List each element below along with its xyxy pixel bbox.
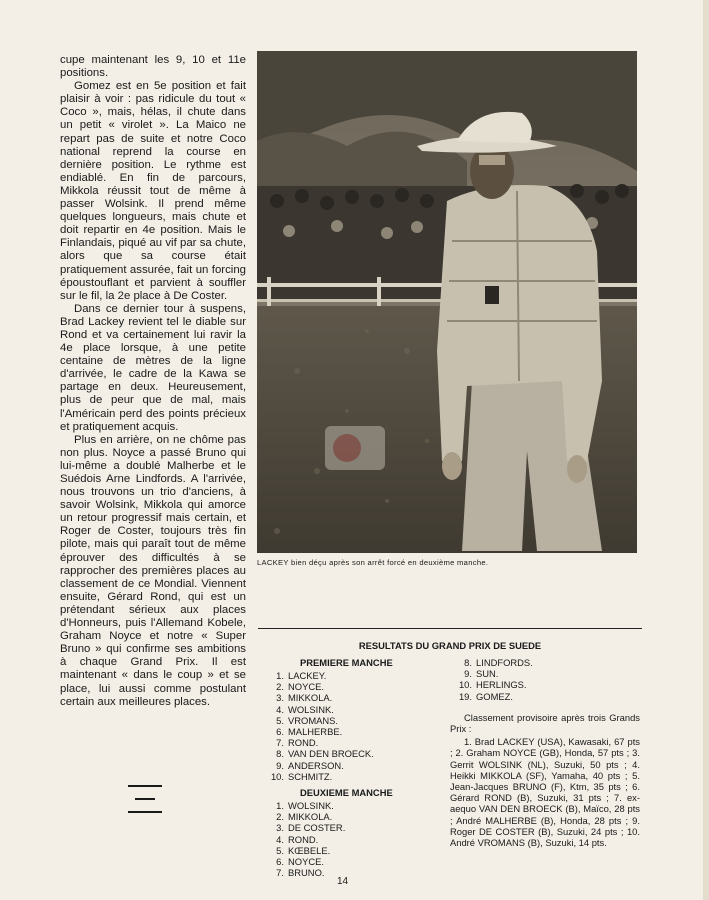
- list-item: 8. LINDFORDS.: [464, 657, 533, 668]
- results-right-column: [450, 657, 640, 848]
- page-number: 14: [337, 876, 349, 887]
- article-paragraph: cupe maintenant les 9, 10 et 11e positions.: [60, 54, 246, 80]
- photo-caption: LACKEY bien déçu après son arrêt forcé en deuxième manche.: [257, 558, 489, 567]
- page-edge: [703, 0, 709, 900]
- list-item: 7. ROND.: [276, 737, 319, 749]
- list-item: 5. KŒBELE.: [276, 844, 331, 856]
- list-item: 9. ANDERSON.: [276, 759, 344, 771]
- list-item: 8. VAN DEN BROECK.: [276, 748, 374, 760]
- manche2-title: DEUXIEME MANCHE: [300, 787, 393, 799]
- manche1-title: PREMIERE MANCHE: [300, 657, 393, 668]
- manche1-list-continued: [450, 657, 640, 702]
- list-item: 4. ROND.: [276, 833, 319, 845]
- rider-photo: [257, 51, 637, 553]
- results-divider: [258, 628, 642, 629]
- list-item: 6. MALHERBE.: [276, 726, 343, 738]
- results-left-column: [262, 657, 442, 878]
- results-title: RESULTATS DU GRAND PRIX DE SUEDE: [358, 640, 542, 651]
- list-item: 2. NOYCE.: [276, 681, 324, 693]
- standings-heading: Classement provisoire après trois Grands Prix :: [450, 711, 640, 735]
- article-column: [60, 54, 246, 709]
- list-item: 10. SCHMITZ.: [270, 770, 333, 782]
- article-paragraph: Plus en arrière, on ne chôme pas non plus. Noyce a passé Bruno qui lui-même a doublé Malherbe et le Suédois Arne Lindfords. A l'arrivée, nous trouvons un trio d'anciens, à savoir Wolsink, Mikkola qui amorce un retour progressif mais certain, et Roger de Coster, toujours très fin pilote, mais qui paraît tout de même éprouver des difficultés à se rapprocher des premières places au classement de ce Mondial. Viennent ensuite, Gérard Rond, qui est un prétendant sérieux aux places d'Honneurs, puis l'Allemand Kobele, Graham Noyce et notre « Super Bruno » qui confirme ses ambitions à chaque Grand Prix. Il est maintenant « dans le coup » et se place, lui aussi comme postulant certain aux meilleures places.: [60, 433, 246, 708]
- manche2-list: [262, 800, 442, 878]
- article-paragraph: Gomez est en 5e position et fait plaisir à voir : pas ridicule du tout « Coco », mais, hélas, il chute dans un petit « virolet ». La Maico ne repart pas de suite et notre Coco national reprend la course en dernière position. Le rythme est endiablé. En fin de parcours, Mikkola réussit tout de même à passer Wolsink. Il prend même quelques longueurs, mais chute et doit repartir en 4e position. Mais le Finlandais, piqué au vif par sa chute, alors que sa course était pratiquement assurée, fait un forcing époustouflant et parvient à souffler sur le fil, la 2e place à De Coster.: [60, 80, 246, 302]
- list-item: 2. MIKKOLA.: [276, 811, 333, 823]
- end-ornament: [128, 785, 162, 813]
- list-item: 5. VROMANS.: [276, 714, 339, 726]
- provisional-standings: [450, 712, 640, 848]
- list-item: 19. GOMEZ.: [458, 690, 513, 702]
- list-item: 4. WOLSINK.: [276, 703, 334, 715]
- standings-text: 1. Brad LACKEY (USA), Kawasaki, 67 pts ; 2. Graham NOYCE (GB), Honda, 57 pts ; 3. Gerrit WOLSINK (NL), Suzuki, 50 pts ; 4. Heikki MIKKOLA (SF), Yamaha, 40 pts ; 5. Jean-Jacques BRUNO (F), Ktm, 35 pts ; 6. Gérard ROND (B), Suzuki, 31 pts ; 7. ex-aequo VAN DEN BROECK (B), Maïco, 28 pts ; André MALHERBE (B), Honda, 28 pts ; 9. Roger DE COSTER (B), Suzuki, 24 pts ; 10. André VROMANS (B), Suzuki, 14 pts.: [450, 736, 640, 849]
- list-item: 7. BRUNO.: [276, 867, 325, 879]
- list-item: 1. WOLSINK.: [276, 800, 334, 812]
- list-item: 3. DE COSTER.: [276, 822, 346, 834]
- list-item: 9. SUN.: [464, 668, 499, 680]
- list-item: 6. NOYCE.: [276, 856, 324, 868]
- article-paragraph: Dans ce dernier tour à suspens, Brad Lackey revient tel le diable sur Rond et va certainement lui ravir la 4e place lorsque, à une petite centaine de mètres de la ligne d'arrivée, le cadre de la Kawa se partage en deux. Heureusement, plus de peur que de mal, mais l'Américain perd des points précieux et pratiquement acquis.: [60, 302, 246, 433]
- manche1-list: [262, 670, 442, 782]
- list-item: 3. MIKKOLA.: [276, 692, 333, 704]
- list-item: 1. LACKEY.: [276, 670, 327, 681]
- list-item: 10. HERLINGS.: [458, 679, 527, 691]
